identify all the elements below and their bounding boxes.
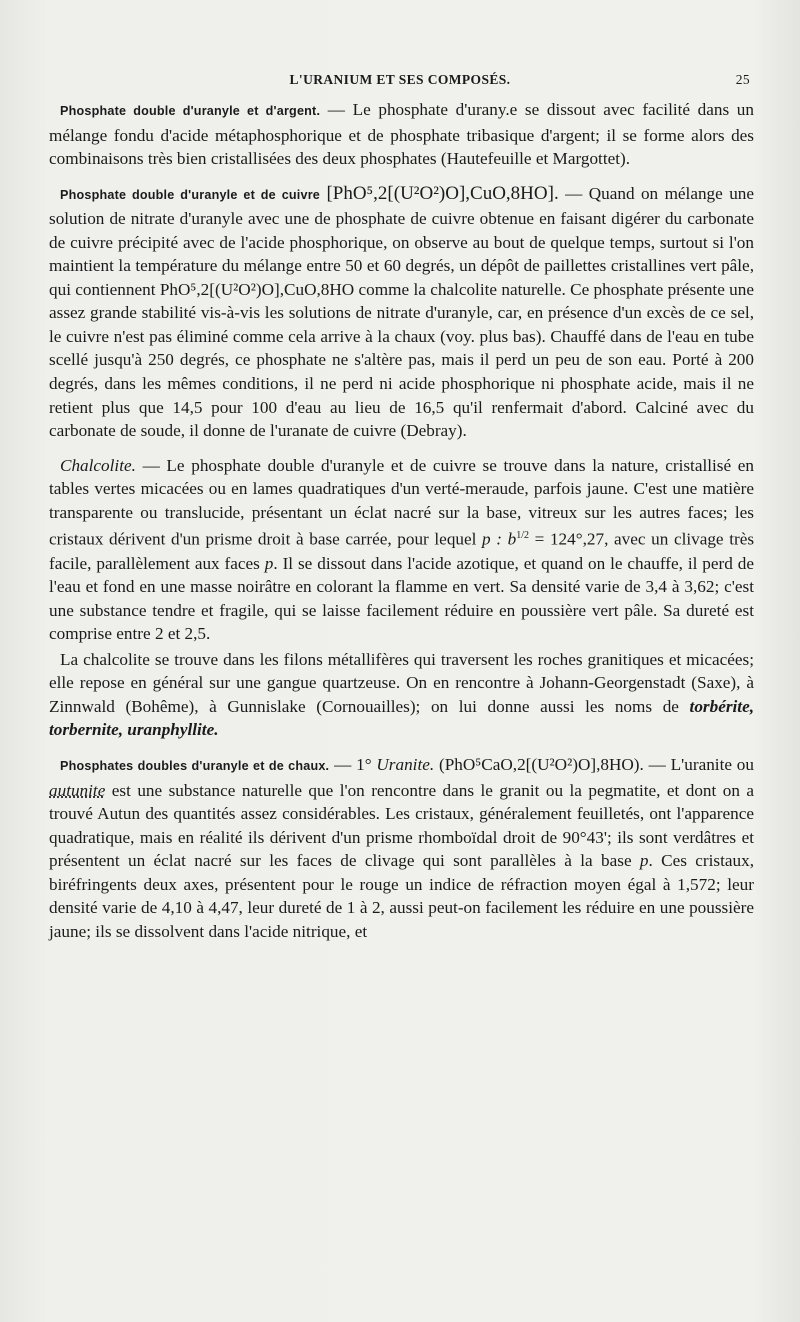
- paragraph-text: — Quand on mélange une solution de nitrate d'uranyle avec une de phosphate de cuivre obtenue en faisant digérer du carbonate de cuivre précipité avec de l'acide phosphorique, on observe au bout de quelque temps, surtout si l'on maintient la température du mélange entre 50 et 60 degrés, un dépôt de paillettes cristallines vert pâle, qui contiennent PhO⁵,2[(U²O²)O],CuO,8HO comme la chalcolite naturelle. Ce phosphate présente une assez grande stabilité vis-à-vis les solutions de nitrate d'uranyle, car, en présence d'un excès de ce sel, le cuivre n'est pas éliminé comme cela arrive à la chaux (voy. plus bas). Chauffé dans de l'eau en tube scellé jusqu'à 250 degrés, ce phosphate ne s'altère pas, mais il perd un peu de son eau. Porté à 200 degrés, dans les mêmes conditions, il ne perd ni acide phosphorique ni phosphate acide, mais il ne retient plus que 14,5 pour 100 d'eau au lieu de 16,5 qu'il renfermait d'abord. Calciné avec du carbonate de soude, il donne de l'uranate de cuivre (Debray).: [49, 183, 755, 441]
- paragraph-text: — L'uranite ou: [643, 754, 754, 774]
- page-header: [50, 72, 750, 94]
- symbol-p: p: [482, 530, 491, 550]
- mineral-names: torbérite, torbernite, uranphyllite.: [49, 696, 754, 740]
- paragraph-text: . Il se dissout dans l'acide azotique, et quand on le chauffe, il perd de l'eau et fond en une masse noirâtre en colorant la flamme en vert. Sa densité varie de 3,4 à 3,62; c'est une substance tendre et fragile, qui se laisse facilement réduire en poussière vert pâle. Sa dureté est comprise entre 2 et 2,5.: [49, 553, 754, 644]
- ratio-exponent: 1/2: [516, 530, 529, 542]
- paragraph-text: — Le phosphate d'urany.e se dissout avec facilité dans un mélange fondu d'acide métaphosphorique et de phosphate tribasique d'argent; il se forme alors des combinaisons très bien cristallisées des deux phosphates (Hautefeuille et Margottet).: [49, 100, 754, 169]
- section-heading: Phosphate double d'uranyle et de cuivre: [60, 187, 321, 202]
- paragraph-text: . Ces cristaux, biréfringents deux axes, présentent pour le rouge un indice de réfraction moyen égal à 1,572; leur densité varie de 4,10 à 4,47, leur dureté de 1 à 2, aussi peut-on facilement les réduire en une poussière jaune; ils se dissolvent dans l'acide nitrique, et: [49, 851, 754, 941]
- heading-dash: — 1°: [329, 754, 377, 774]
- paragraph-chalcolite-occurrence: [49, 648, 754, 742]
- symbol-p: p: [264, 553, 274, 573]
- running-title: L'URANIUM ET SES COMPOSÉS.: [289, 72, 511, 87]
- ratio-text: : b: [490, 530, 517, 550]
- term-chalcolite: Chalcolite.: [60, 455, 136, 475]
- paragraph-text: est une substance naturelle que l'on rencontre dans le granit ou la pegmatite, et dont on a trouvé Autun des quantités assez considérables. Les cristaux, généralement feuilletés, ont l'apparence quadratique, mais en réalité ils dérivent d'un prisme rhomboïdal droit de 90°43'; ils sont verdâtres et présentent un éclat nacré sur les faces de clivage qui sont parallèles à la base: [49, 780, 754, 871]
- page-number: 25: [735, 72, 750, 87]
- body-text: [49, 98, 754, 954]
- paragraph-text: avec un clivage très facile, parallèlement aux faces: [49, 530, 755, 573]
- symbol-p: p: [639, 851, 649, 871]
- chemical-formula: [PhO⁵,2[(U²O²)O],CuO,8HO].: [326, 182, 559, 204]
- section-heading: Phosphate double d'uranyle et d'argent.: [60, 104, 321, 118]
- section-heading: Phosphates doubles d'uranyle et de chaux.: [60, 758, 330, 773]
- paragraph-silver-phosphate: [49, 98, 754, 171]
- paragraph-copper-phosphate: [49, 182, 754, 443]
- chemical-formula: (PhO⁵CaO,2[(U²O²)O],8HO).: [438, 754, 644, 774]
- paragraph-chalcolite: [49, 454, 754, 646]
- term-autunite: autunite: [49, 780, 106, 800]
- angle-text: = 124°,27,: [529, 530, 609, 550]
- paragraph-uranite: [49, 753, 754, 943]
- paragraph-text: La chalcolite se trouve dans les filons métallifères qui traversent les roches granitiques et micacées; elle repose en général sur une gangue quartzeuse. On en rencontre à Johann-Georgenstadt (Saxe), à Zinnwald (Bohême), à Gunnislake (Cornouailles); on lui donne aussi les noms de: [49, 649, 754, 716]
- paragraph-text: — Le phosphate double d'uranyle et de cuivre se trouve dans la nature, cristallisé en tables vertes micacées ou en lames quadratiques d'un verté-meraude, parfois jaune. C'est une matière transparente ou translucide, présentant un éclat nacré sur la base, vitreux sur les autres faces; les cristaux dérivent d'un prisme droit à base carrée, pour lequel: [49, 455, 754, 550]
- term-uranite: Uranite.: [376, 754, 435, 774]
